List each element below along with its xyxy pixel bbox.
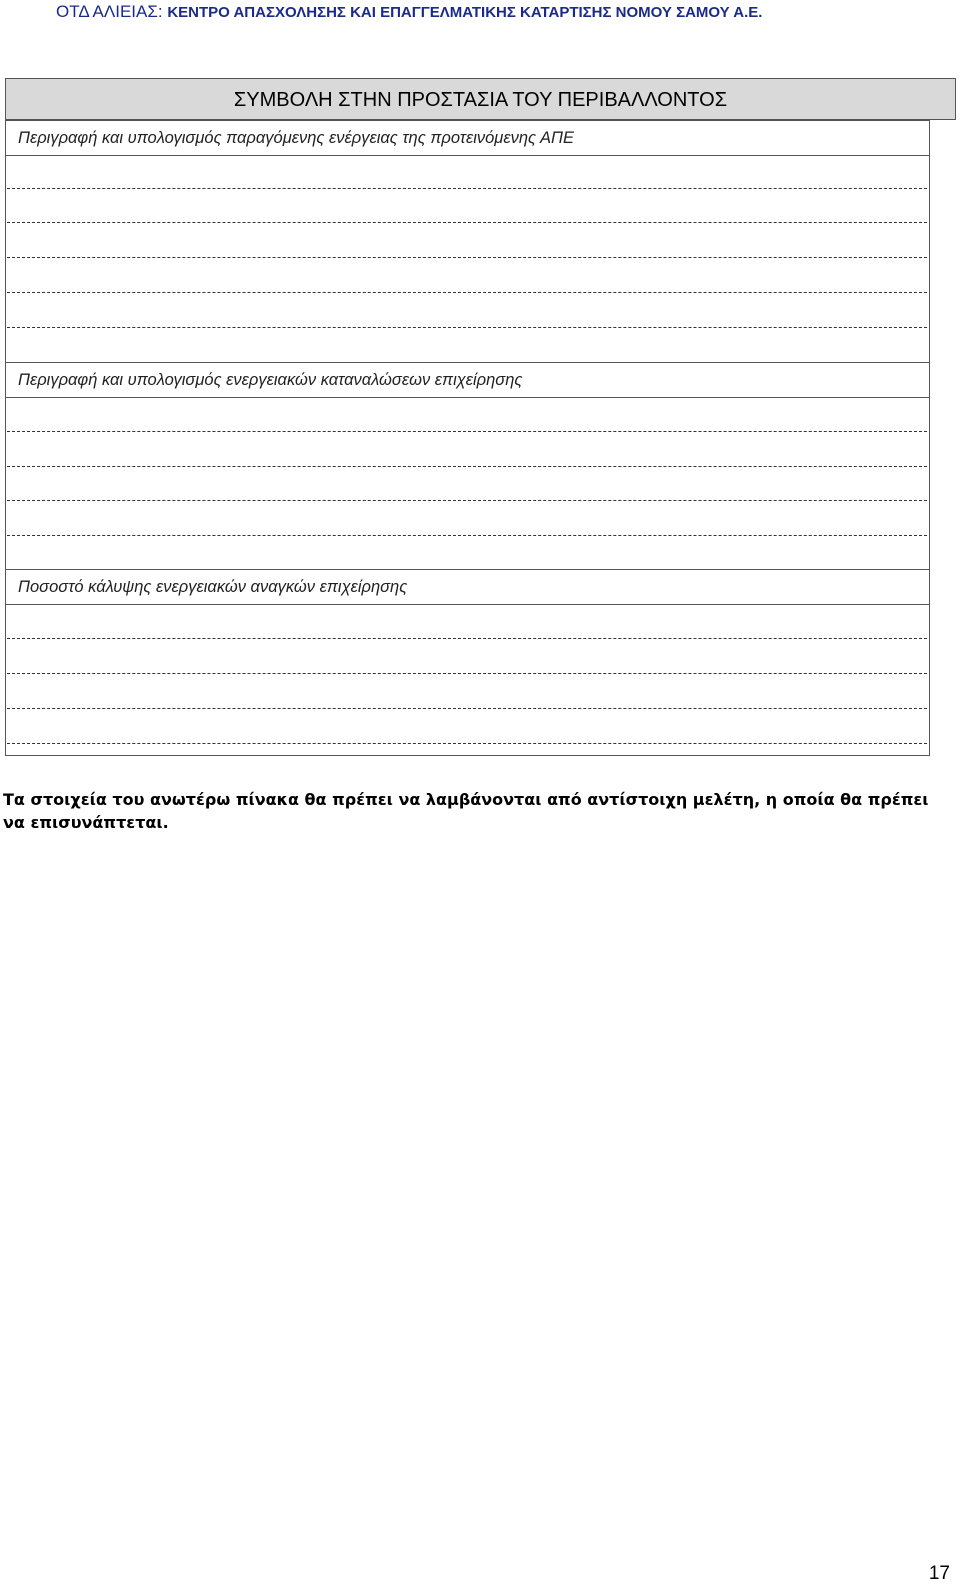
fill-line: [7, 257, 927, 258]
header-subtitle: ΚΕΝΤΡΟ ΑΠΑΣΧΟΛΗΣΗΣ ΚΑΙ ΕΠΑΓΓΕΛΜΑΤΙΚΗΣ ΚΑΤΑΡΤΙΣΗΣ ΝΟΜΟΥ ΣΑΜΟΥ Α.Ε.: [167, 4, 763, 21]
fill-line: [7, 708, 927, 709]
note-line-1: Τα στοιχεία του ανωτέρω πίνακα θα πρέπει να λαμβάνονται από αντίστοιχη μελέτη, η οποία θα πρέπει: [3, 790, 929, 809]
fill-line: [7, 638, 927, 639]
note-line-2: να επισυνάπτεται.: [3, 813, 169, 832]
note-text: [3, 788, 958, 834]
section-body-coverage: [5, 604, 930, 756]
fill-line: [7, 673, 927, 674]
form-title: ΣΥΜΒΟΛΗ ΣΤΗΝ ΠΡΟΣΤΑΣΙΑ ΤΟΥ ΠΕΡΙΒΑΛΛΟΝΤΟΣ: [5, 78, 956, 120]
fill-line: [7, 327, 927, 328]
fill-line: [7, 222, 927, 223]
section-label-coverage: Ποσοστό κάλυψης ενεργειακών αναγκών επιχείρησης: [5, 569, 930, 605]
fill-line: [7, 500, 927, 501]
section-label-energy-consumption: Περιγραφή και υπολογισμός ενεργειακών καταναλώσεων επιχείρησης: [5, 362, 930, 398]
section-body-energy-consumption: [5, 397, 930, 570]
page-number: 17: [928, 1563, 950, 1584]
fill-line: [7, 535, 927, 536]
document-header: [56, 0, 762, 24]
section-body-energy-production: [5, 155, 930, 362]
fill-line: [7, 292, 927, 293]
fill-line: [7, 466, 927, 467]
section-label-energy-production: Περιγραφή και υπολογισμός παραγόμενης ενέργειας της προτεινόμενης ΑΠΕ: [5, 120, 930, 156]
fill-line: [7, 743, 927, 744]
fill-line: [7, 188, 927, 189]
header-org: ΟΤΔ ΑΛΙΕΙΑΣ:: [56, 2, 163, 21]
fill-line: [7, 431, 927, 432]
